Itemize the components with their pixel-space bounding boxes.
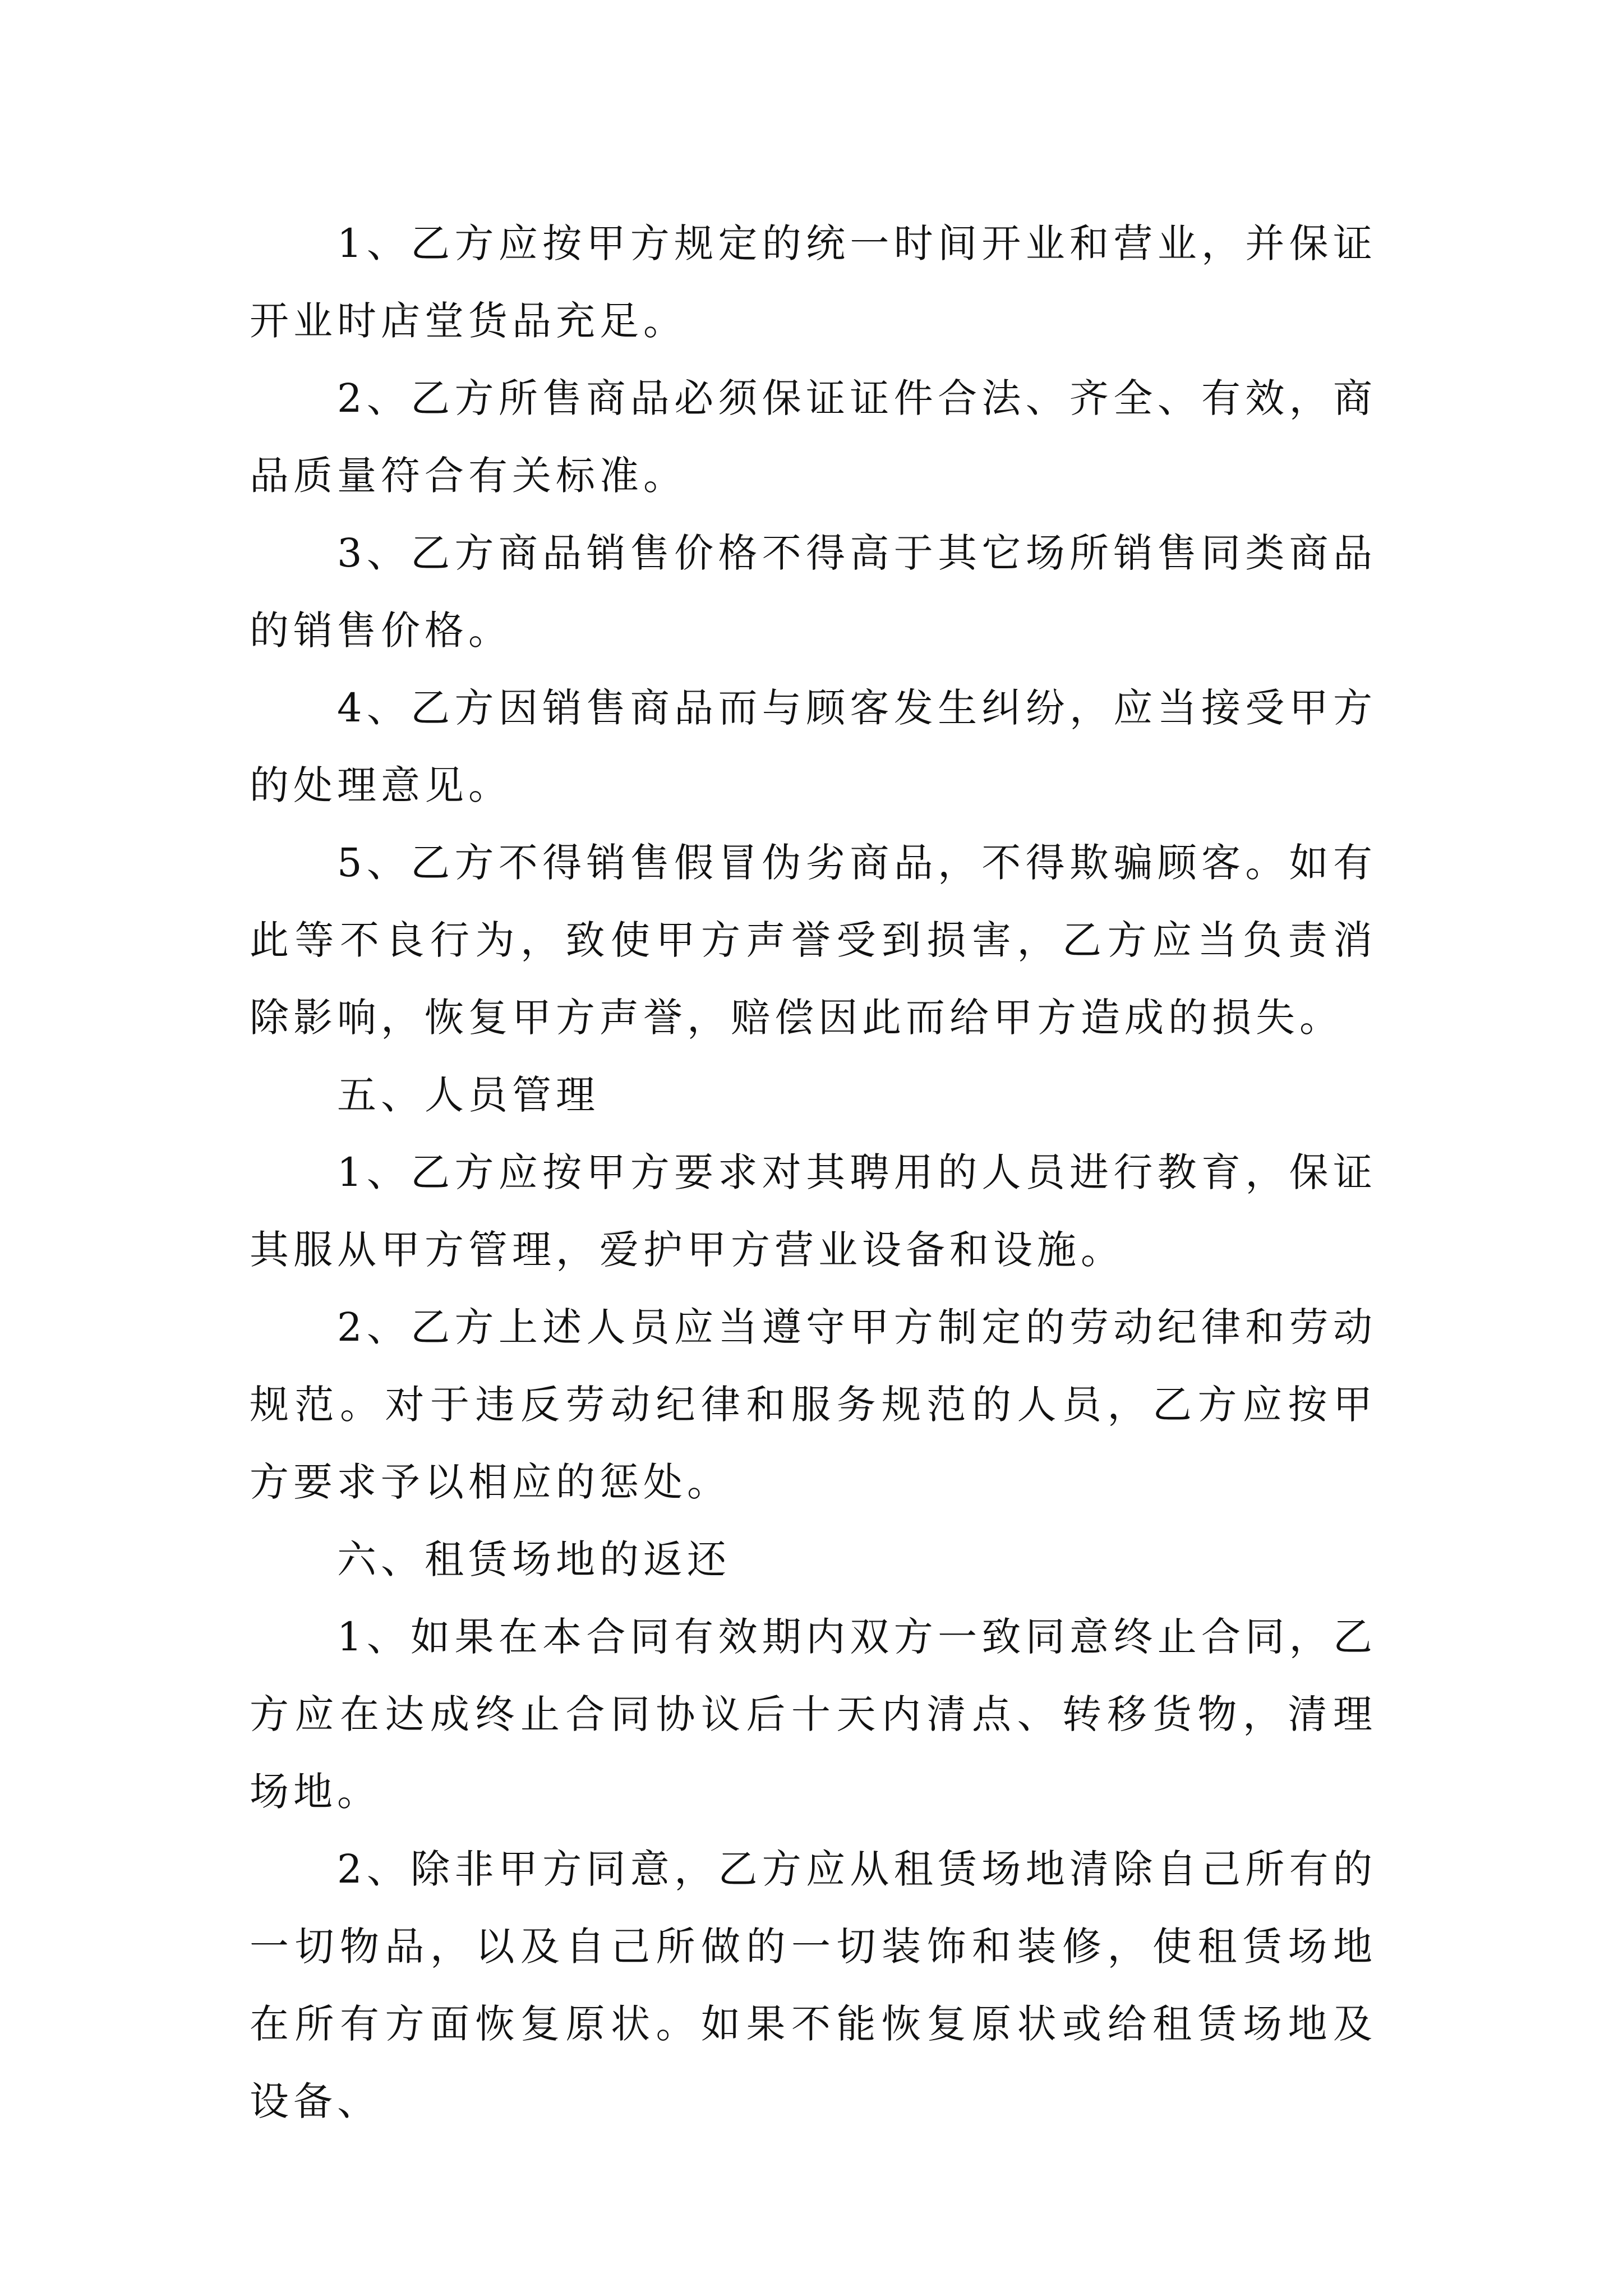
clause-paragraph: 1、乙方应按甲方规定的统一时间开业和营业，并保证开业时店堂货品充足。 — [250, 220, 1377, 344]
clause-paragraph: 1、如果在本合同有效期内双方一致同意终止合同，乙方应在达成终止合同协议后十天内清点、转移货物，清理场地。 — [250, 1614, 1377, 1815]
clause-paragraph: 5、乙方不得销售假冒伪劣商品，不得欺骗顾客。如有此等不良行为，致使甲方声誉受到损害，乙方应当负责消除影响，恢复甲方声誉，赔偿因此而给甲方造成的损失。 — [250, 840, 1377, 1041]
clause-paragraph: 2、除非甲方同意，乙方应从租赁场地清除自己所有的一切物品，以及自己所做的一切装饰和装修，使租赁场地在所有方面恢复原状。如果不能恢复原状或给租赁场地及设备、 — [250, 1846, 1377, 2124]
section-heading: 六、租赁场地的返还 — [337, 1536, 731, 1582]
clause-paragraph: 1、乙方应按甲方要求对其聘用的人员进行教育，保证其服从甲方管理，爱护甲方营业设备和设施。 — [250, 1149, 1377, 1273]
section-heading: 五、人员管理 — [337, 1072, 600, 1118]
clause-paragraph: 2、乙方所售商品必须保证证件合法、齐全、有效，商品质量符合有关标准。 — [250, 375, 1377, 499]
contract-text-body — [250, 205, 1377, 2140]
clause-paragraph: 4、乙方因销售商品而与顾客发生纠纷，应当接受甲方的处理意见。 — [250, 685, 1377, 808]
clause-paragraph: 3、乙方商品销售价格不得高于其它场所销售同类商品的销售价格。 — [250, 530, 1377, 654]
clause-paragraph: 2、乙方上述人员应当遵守甲方制定的劳动纪律和劳动规范。对于违反劳动纪律和服务规范的人员，乙方应按甲方要求予以相应的惩处。 — [250, 1304, 1377, 1505]
